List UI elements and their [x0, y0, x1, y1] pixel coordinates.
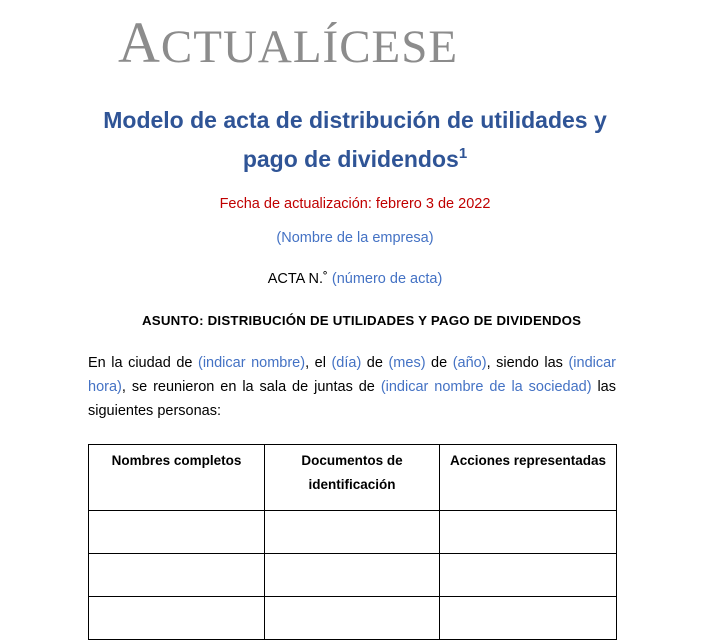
document-title-line1: Modelo de acta de distribución de utilidades y [103, 107, 607, 133]
company-name-placeholder: (Nombre de la empresa) [276, 230, 434, 246]
header-id-documents: Documentos de identificación [265, 445, 440, 511]
table-cell[interactable] [89, 554, 265, 597]
attendees-table [88, 444, 617, 640]
header-full-names: Nombres completos [89, 445, 265, 511]
actualicese-logo: ACTUALÍCESE [118, 10, 459, 75]
acta-number-placeholder: (número de acta) [331, 271, 443, 287]
table-row [89, 597, 617, 640]
month-placeholder: (mes) [388, 355, 426, 371]
table-cell[interactable] [265, 511, 440, 554]
table-cell[interactable] [440, 554, 617, 597]
company-placeholder: (indicar nombre de la sociedad) [380, 379, 592, 395]
day-placeholder: (día) [331, 355, 362, 371]
header-shares-represented: Acciones representadas [440, 445, 617, 511]
update-date: Fecha de actualización: febrero 3 de 2022 [219, 196, 491, 212]
table-header-row [89, 445, 617, 511]
year-placeholder: (año) [452, 355, 487, 371]
table-cell[interactable] [440, 597, 617, 640]
intro-paragraph: En la ciudad de (indicar nombre), el (día) de (mes) de (año), siendo las (indicar hora), se reunieron en la sala de juntas de (indicar nombre de la sociedad) las siguientes personas: [88, 355, 616, 419]
table-cell[interactable] [265, 597, 440, 640]
table-cell[interactable] [440, 511, 617, 554]
table-cell[interactable] [89, 597, 265, 640]
table-row [89, 511, 617, 554]
hour-placeholder: (indicar hora) [88, 355, 616, 395]
document-title-line2: pago de dividendos$^1$ [242, 145, 468, 172]
table-row [89, 554, 617, 597]
table-cell[interactable] [265, 554, 440, 597]
acta-number-line: ACTA N.˚ (número de acta) [267, 271, 443, 287]
subject-heading: ASUNTO: DISTRIBUCIÓN DE UTILIDADES Y PAGO DE DIVIDENDOS [142, 313, 582, 328]
city-placeholder: (indicar nombre) [198, 355, 306, 371]
table-cell[interactable] [89, 511, 265, 554]
footnote-marker[interactable]: 1 [458, 145, 468, 162]
